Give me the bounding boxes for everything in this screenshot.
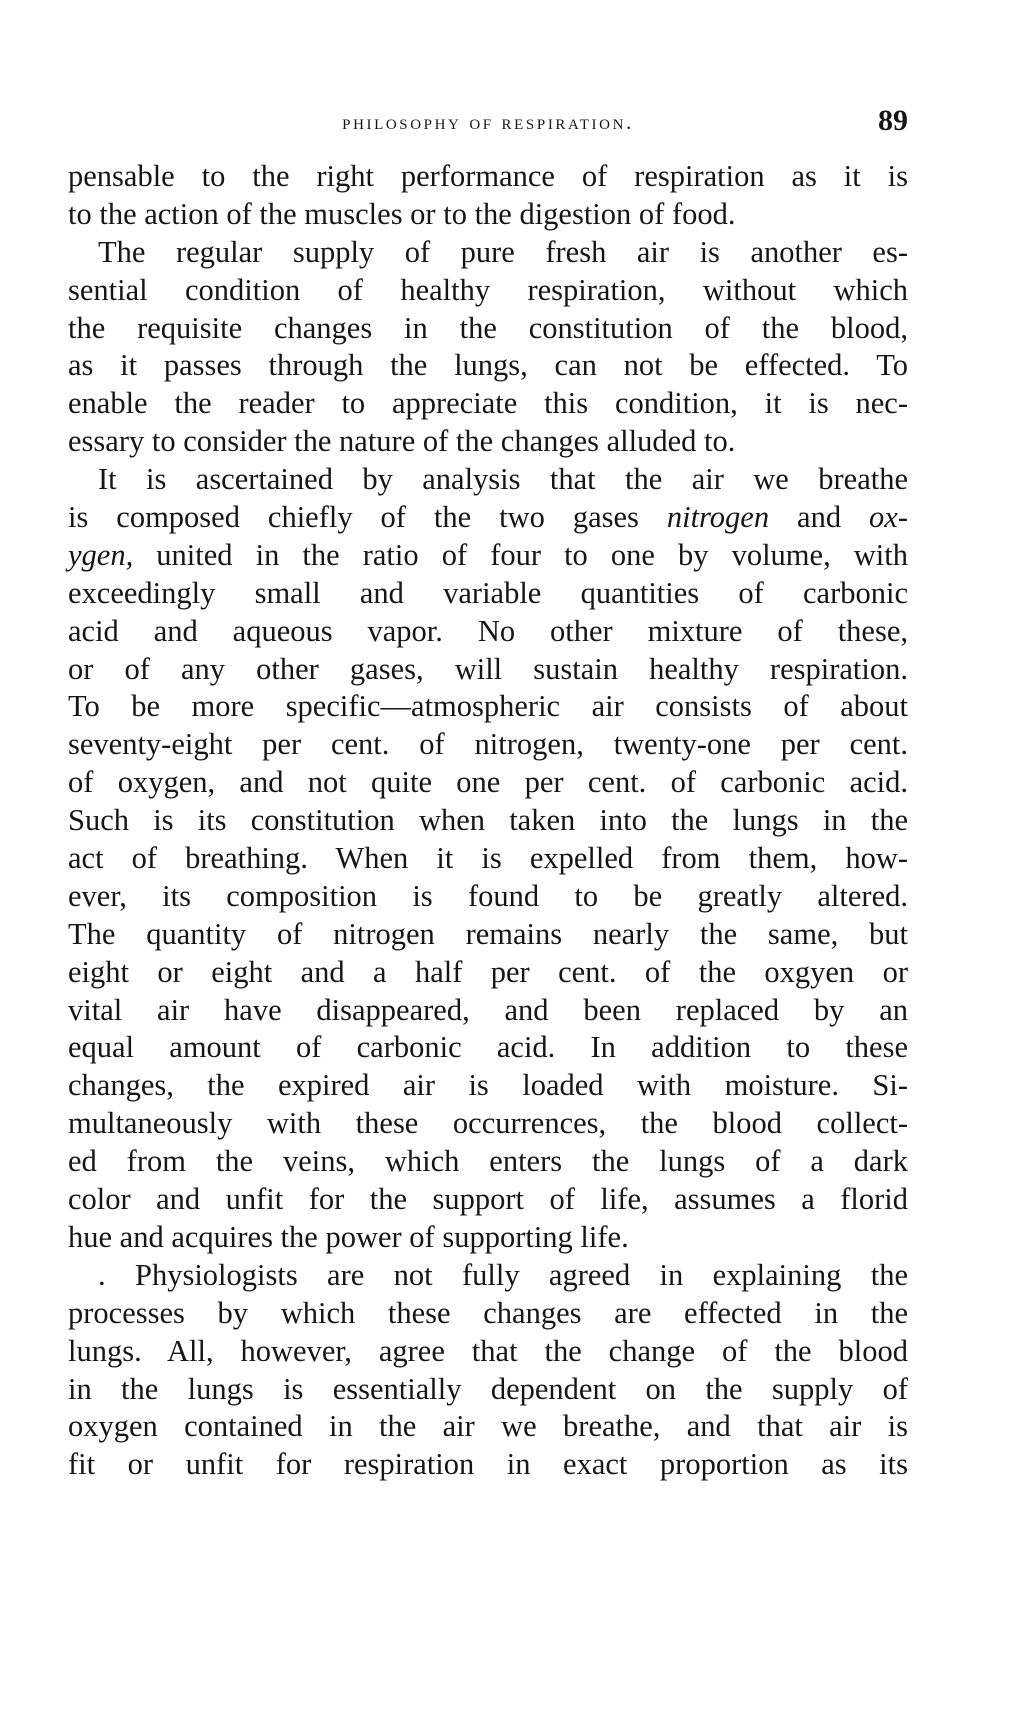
italic-term-oxygen-part2: ygen, [68, 537, 134, 572]
text-line: the requisite changes in the constitution of the blood, [68, 310, 908, 345]
paragraph-2 [68, 234, 908, 461]
text-line: oxygen contained in the air we breathe, and that air is [68, 1409, 908, 1444]
text-line: seventy-eight per cent. of nitrogen, twenty-one per cent. [68, 727, 908, 762]
text-line: To be more specific—atmospheric air consists of about [68, 689, 908, 724]
text-line [68, 499, 908, 537]
body-text [68, 158, 908, 1484]
text-line: fit or unfit for respiration in exact proportion as its [68, 1447, 908, 1482]
paragraph-1 [68, 158, 908, 234]
text-line: ever, its composition is found to be greatly altered. [68, 878, 908, 913]
text-line: changes, the expired air is loaded with moisture. Si- [68, 1068, 908, 1103]
page-number: 89 [878, 104, 908, 137]
text-line: sential condition of healthy respiration, without which [68, 272, 908, 307]
text-line: enable the reader to appreciate this condition, it is nec- [68, 386, 908, 421]
text-line: The quantity of nitrogen remains nearly the same, but [68, 916, 908, 951]
text-line: of oxygen, and not quite one per cent. of carbonic acid. [68, 765, 908, 800]
text-line: to the action of the muscles or to the digestion of food. [68, 196, 736, 231]
text-line: essary to consider the nature of the changes alluded to. [68, 424, 736, 459]
text-line: The regular supply of pure fresh air is another es- [98, 234, 908, 269]
text-line: ed from the veins, which enters the lungs of a dark [68, 1144, 908, 1179]
italic-term-nitrogen: nitrogen [666, 500, 770, 535]
text-line: act of breathing. When it is expelled from them, how- [68, 841, 908, 876]
text-line: Such is its constitution when taken into the lungs in the [68, 803, 908, 838]
italic-term-oxygen-part1: ox- [869, 500, 908, 535]
text-line: as it passes through the lungs, can not be effected. To [68, 348, 908, 383]
paragraph-3 [68, 461, 908, 1257]
text-line: processes by which these changes are effected in the [68, 1295, 908, 1330]
text-line [68, 537, 908, 575]
text-line: lungs. All, however, agree that the change of the blood [68, 1333, 908, 1368]
running-title: philosophy of respiration. [342, 110, 634, 134]
text-line: acid and aqueous vapor. No other mixture of these, [68, 613, 908, 648]
page-header [68, 104, 908, 144]
text-line: color and unfit for the support of life, assumes a florid [68, 1182, 908, 1217]
text-line: . Physiologists are not fully agreed in explaining the [98, 1257, 908, 1292]
text-line: pensable to the right performance of respiration as it is [68, 159, 908, 193]
text-line: or of any other gases, will sustain healthy respiration. [68, 651, 908, 686]
text-span: united in the ratio of four to one by volume, with [133, 537, 908, 572]
paragraph-4 [68, 1257, 908, 1484]
text-line: equal amount of carbonic acid. In addition to these [68, 1030, 908, 1065]
text-line: eight or eight and a half per cent. of the oxgyen or [68, 954, 908, 989]
text-line: It is ascertained by analysis that the air we breathe [98, 462, 908, 497]
text-line: exceedingly small and variable quantities of carbonic [68, 575, 908, 610]
text-line: vital air have disappeared, and been replaced by an [68, 992, 908, 1027]
text-span: is composed chiefly of the two gases [68, 500, 667, 535]
text-span: and [769, 500, 870, 535]
text-line: in the lungs is essentially dependent on the supply of [68, 1371, 908, 1406]
text-line: hue and acquires the power of supporting life. [68, 1219, 629, 1254]
text-line: multaneously with these occurrences, the blood collect- [68, 1106, 908, 1141]
